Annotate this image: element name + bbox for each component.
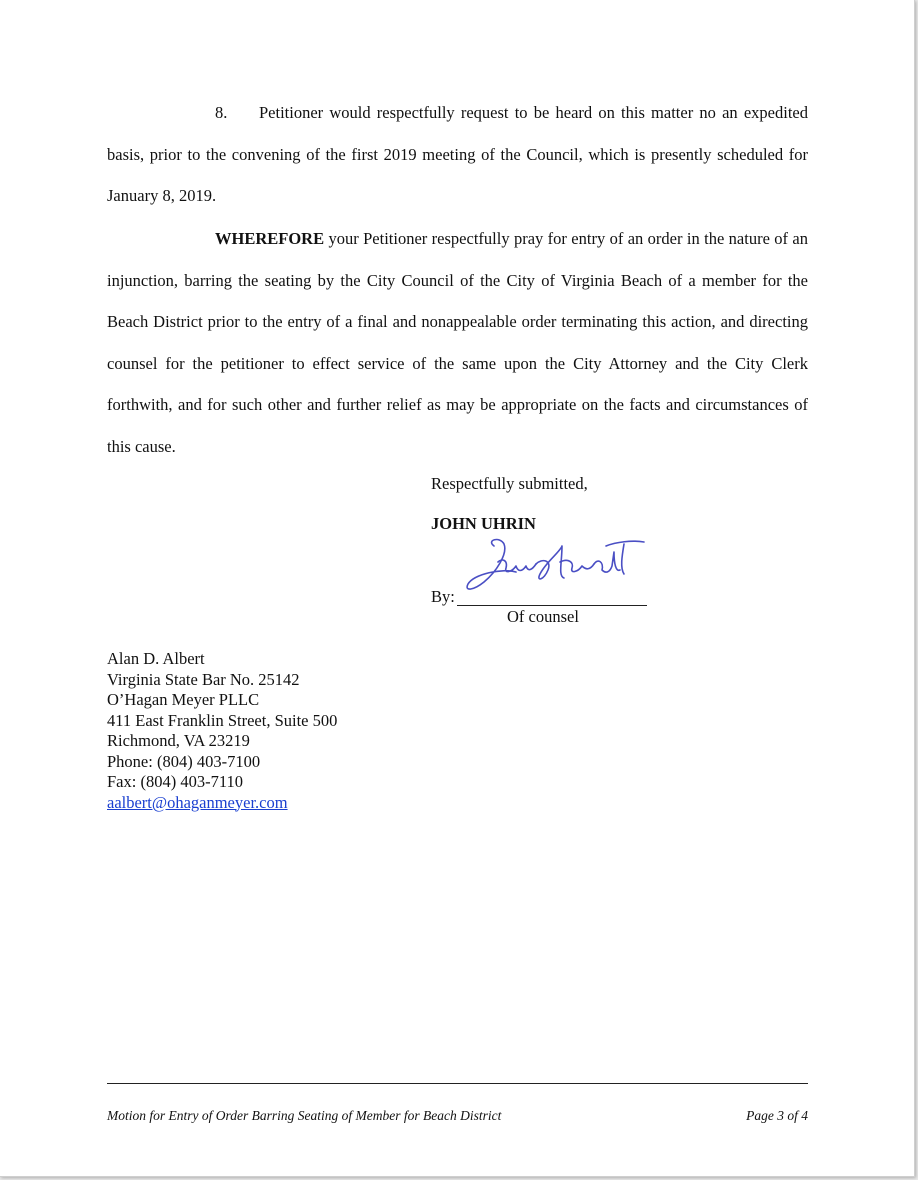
by-label: By: [431,587,455,606]
wherefore-lead: WHEREFORE [215,229,325,248]
page-number: Page 3 of 4 [746,1108,808,1123]
email-link[interactable]: aalbert@ohaganmeyer.com [107,792,288,812]
footer-divider [107,1083,808,1084]
bar-number: Virginia State Bar No. 25142 [107,669,300,689]
wherefore-paragraph [107,218,808,467]
fax-number: Fax: (804) 403-7110 [107,772,243,791]
paragraph-8 [107,92,808,217]
counsel-name: Alan D. Albert [107,649,205,668]
party-name: JOHN UHRIN [431,514,536,533]
of-counsel-label: Of counsel [507,607,579,626]
phone-number: Phone: (804) 403-7100 [107,751,261,771]
firm-name: O’Hagan Meyer PLLC [107,690,260,709]
wherefore-text: your Petitioner respectfully pray for entry of an order in the nature of an injunction, barring the seating by the City Council of the City of Virginia Beach of a member for the Beach District prior to the entry of a final and nonappealable order terminating this action, and directing counsel for the petitioner to effect service of the same upon the City Attorney and the City Clerk forthwith, and for such other and further relief as may be appropriate on the facts and circumstances of this cause. [107,229,808,456]
handwritten-signature [456,532,648,606]
street-address: 411 East Franklin Street, Suite 500 [107,710,338,730]
paragraph-8-text: Petitioner would respectfully request to be heard on this matter no an expedited basis, prior to the convening of the first 2019 meeting of the Council, which is presently scheduled for January 8, 2019. [107,103,808,205]
signature-line [457,605,647,606]
city-state-zip: Richmond, VA 23219 [107,731,250,750]
paragraph-number: 8. [215,103,228,122]
footer-title: Motion for Entry of Order Barring Seating of Member for Beach District [107,1108,502,1123]
closing-text: Respectfully submitted, [431,474,588,493]
counsel-address-block [107,649,337,813]
